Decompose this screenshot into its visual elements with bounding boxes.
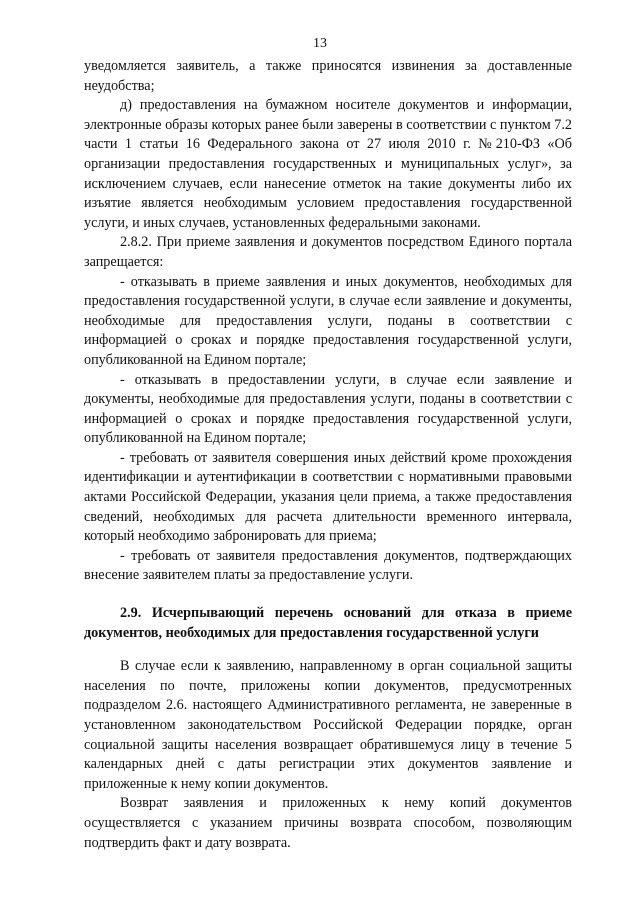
paragraph-7: - требовать от заявителя предоставления документов, подтверждающих внесение заявителем платы за предоставление услуги. [84,547,572,584]
paragraph-3: 2.8.2. При приеме заявления и документов посредством Единого портала запрещается: [84,234,572,270]
paragraph-8: В случае если к заявлению, направленному в орган социальной защиты населения по почте, приложены копии документов, предусмотренных подразделом 2.6. настоящего Административного регламента, не заверенные в установленном законодательством Российской Федерации порядке, орган социальной защиты населения возвращает обратившемуся лицу в течение 5 календарных дней с даты регистрации этих документов заявление и приложенные к нему копии документов. [84,658,572,792]
section-heading: 2.9. Исчерпывающий перечень оснований для отказа в приеме документов, необходимых для предоставления государственной услуги [84,605,572,641]
paragraph-1: уведомляется заявитель, а также приносятся извинения за доставленные неудобства; [84,58,572,94]
paragraph-6: - требовать от заявителя совершения иных действий кроме прохождения идентификации и аутентификации в соответствии с нормативными правовыми актами Российской Федерации, указания цели приема, а также предоставления сведений, необходимых для расчета длительности временного интервала, который необходимо забронировать для приема; [84,449,572,545]
page-number: 13 [313,36,327,51]
document-body [84,57,572,853]
paragraph-4: - отказывать в приеме заявления и иных документов, необходимых для предоставления государственной услуги, в случае если заявление и документы, необходимые для предоставления услуги, поданы в соответствии с информацией о сроках и порядке предоставления государственной услуги, опубликованной на Едином портале; [84,273,572,368]
paragraph-2: д) предоставления на бумажном носителе документов и информации, электронные образы которых ранее были заверены в соответствии с пунктом 7.2 части 1 статьи 16 Федерального закона от 27 июля 2010 г. №210-ФЗ «Об организации предоставления государственных и муниципальных услуг», за исключением случаев, если нанесение отметок на такие документы либо их изъятие является необходимым условием предоставления государственной услуги, и иных случаев, установленных федеральными законами. [84,97,572,231]
paragraph-5: - отказывать в предоставлении услуги, в случае если заявление и документы, необходимые для предоставления услуги, поданы в соответствии с информацией о сроках и порядке предоставления государственной услуги, опубликованной на Едином портале; [84,371,572,447]
paragraph-9: Возврат заявления и приложенных к нему копий документов осуществляется с указанием причины возврата способом, позволяющим подтвердить факт и дату возврата. [84,795,572,851]
